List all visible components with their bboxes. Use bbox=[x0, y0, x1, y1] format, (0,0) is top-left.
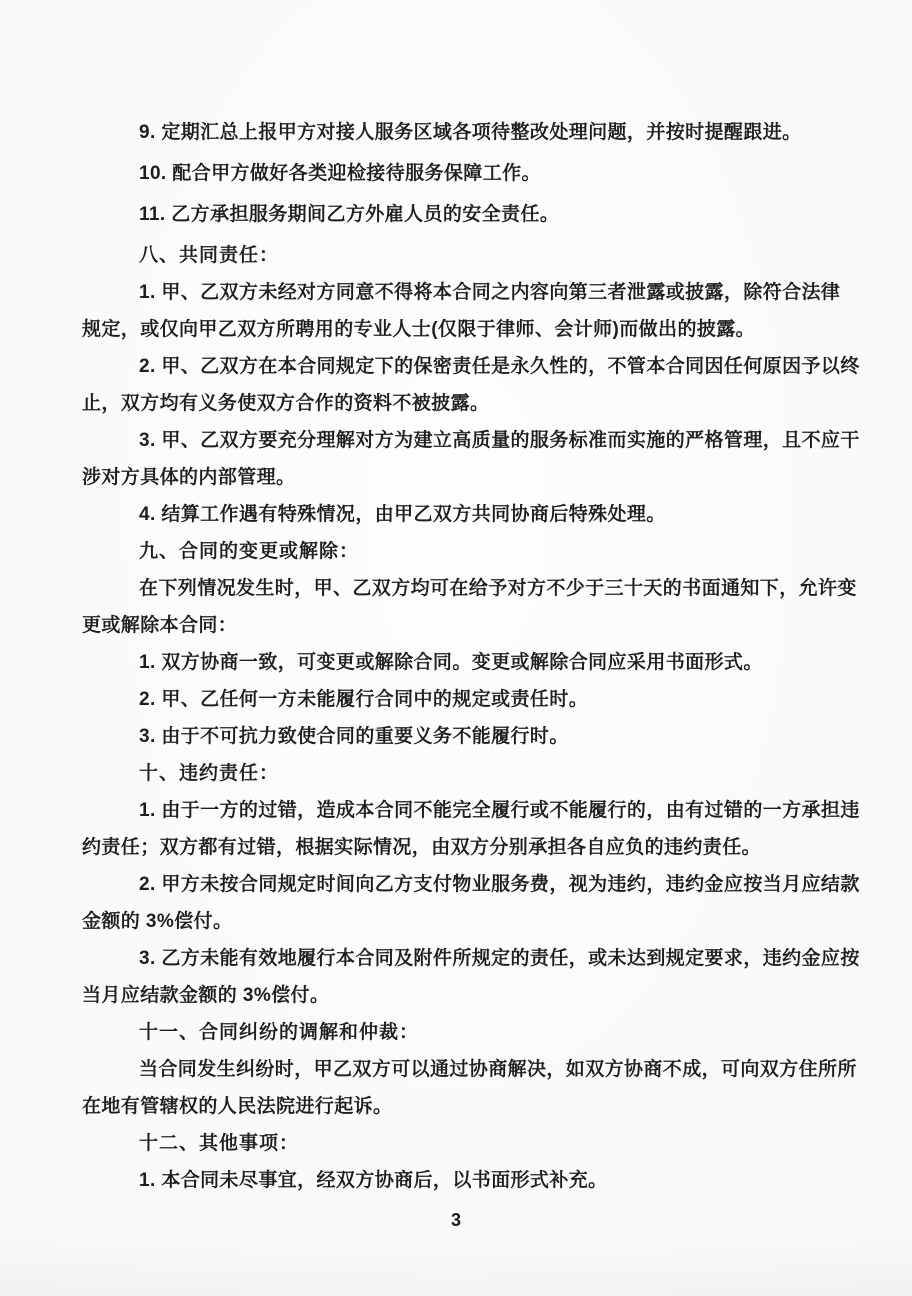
text-line: 十一、合同纠纷的调解和仲裁： bbox=[139, 1022, 420, 1043]
paragraph bbox=[82, 155, 838, 192]
contract-body bbox=[82, 114, 860, 1199]
text-line: 当月应结款金额的 3%偿付。 bbox=[82, 985, 330, 1006]
text-line: 九、合同的变更或解除： bbox=[139, 541, 360, 562]
text-line: 当合同发生纠纷时，甲乙双方可以通过协商解决，如双方协商不成，可向双方住所所 bbox=[139, 1059, 857, 1080]
text-line: 涉对方具体的内部管理。 bbox=[82, 467, 296, 488]
text-line: 规定，或仅向甲乙双方所聘用的专业人士(仅限于律师、会计师)而做出的披露。 bbox=[82, 319, 756, 340]
text-line: 八、共同责任： bbox=[139, 245, 280, 266]
text-line: 2. 甲、乙任何一方未能履行合同中的规定或责任时。 bbox=[139, 689, 589, 710]
paragraph bbox=[82, 940, 860, 1014]
text-line: 金额的 3%偿付。 bbox=[82, 911, 233, 932]
section-heading bbox=[82, 1014, 838, 1051]
section-heading bbox=[82, 237, 838, 274]
paragraph bbox=[82, 570, 857, 644]
text-line: 4. 结算工作遇有特殊情况，由甲乙双方共同协商后特殊处理。 bbox=[139, 504, 666, 525]
page-number: 3 bbox=[450, 1210, 461, 1230]
text-line: 10. 配合甲方做好各类迎检接待服务保障工作。 bbox=[139, 163, 541, 184]
paragraph bbox=[82, 866, 860, 940]
text-line: 2. 甲、乙双方在本合同规定下的保密责任是永久性的，不管本合同因任何原因予以终 bbox=[139, 356, 860, 377]
text-line: 9. 定期汇总上报甲方对接人服务区域各项待整改处理问题，并按时提醒跟进。 bbox=[139, 122, 802, 143]
paragraph bbox=[82, 792, 860, 866]
section-heading bbox=[82, 755, 838, 792]
text-line: 11. 乙方承担服务期间乙方外雇人员的安全责任。 bbox=[139, 204, 560, 225]
paragraph bbox=[82, 718, 838, 755]
text-line: 在地有管辖权的人民法院进行起诉。 bbox=[82, 1096, 393, 1117]
paragraph bbox=[82, 681, 838, 718]
paragraph bbox=[82, 496, 838, 533]
scan-noise-overlay bbox=[0, 1236, 912, 1296]
text-line: 1. 甲、乙双方未经对方同意不得将本合同之内容向第三者泄露或披露，除符合法律 bbox=[139, 282, 841, 303]
text-line: 3. 甲、乙双方要充分理解对方为建立高质量的服务标准而实施的严格管理，且不应干 bbox=[139, 430, 860, 451]
paragraph bbox=[82, 196, 838, 233]
text-line: 在下列情况发生时，甲、乙双方均可在给予对方不少于三十天的书面通知下，允许变 bbox=[139, 578, 857, 599]
text-line: 1. 本合同未尽事宜，经双方协商后，以书面形式补充。 bbox=[139, 1170, 608, 1191]
text-line: 十二、其他事项： bbox=[139, 1133, 300, 1154]
text-line: 更或解除本合同： bbox=[82, 615, 238, 636]
section-heading bbox=[82, 1125, 838, 1162]
section-heading bbox=[82, 533, 838, 570]
text-line: 2. 甲方未按合同规定时间向乙方支付物业服务费，视为违约，违约金应按当月应结款 bbox=[139, 874, 860, 895]
text-line: 3. 由于不可抗力致使合同的重要义务不能履行时。 bbox=[139, 726, 569, 747]
text-line: 止，双方均有义务使双方合作的资料不被披露。 bbox=[82, 393, 490, 414]
text-line: 十、违约责任： bbox=[139, 763, 280, 784]
text-line: 1. 双方协商一致，可变更或解除合同。变更或解除合同应采用书面形式。 bbox=[139, 652, 763, 673]
text-line: 1. 由于一方的过错，造成本合同不能完全履行或不能履行的，由有过错的一方承担违 bbox=[139, 800, 860, 821]
paragraph bbox=[82, 274, 841, 348]
paragraph bbox=[82, 1162, 838, 1199]
text-line: 3. 乙方未能有效地履行本合同及附件所规定的责任，或未达到规定要求，违约金应按 bbox=[139, 948, 860, 969]
paragraph bbox=[82, 422, 860, 496]
text-line: 约责任；双方都有过错，根据实际情况，由双方分别承担各自应负的违约责任。 bbox=[82, 837, 762, 858]
paragraph bbox=[82, 348, 860, 422]
paragraph bbox=[82, 114, 838, 151]
paragraph bbox=[82, 1051, 857, 1125]
paragraph bbox=[82, 644, 838, 681]
